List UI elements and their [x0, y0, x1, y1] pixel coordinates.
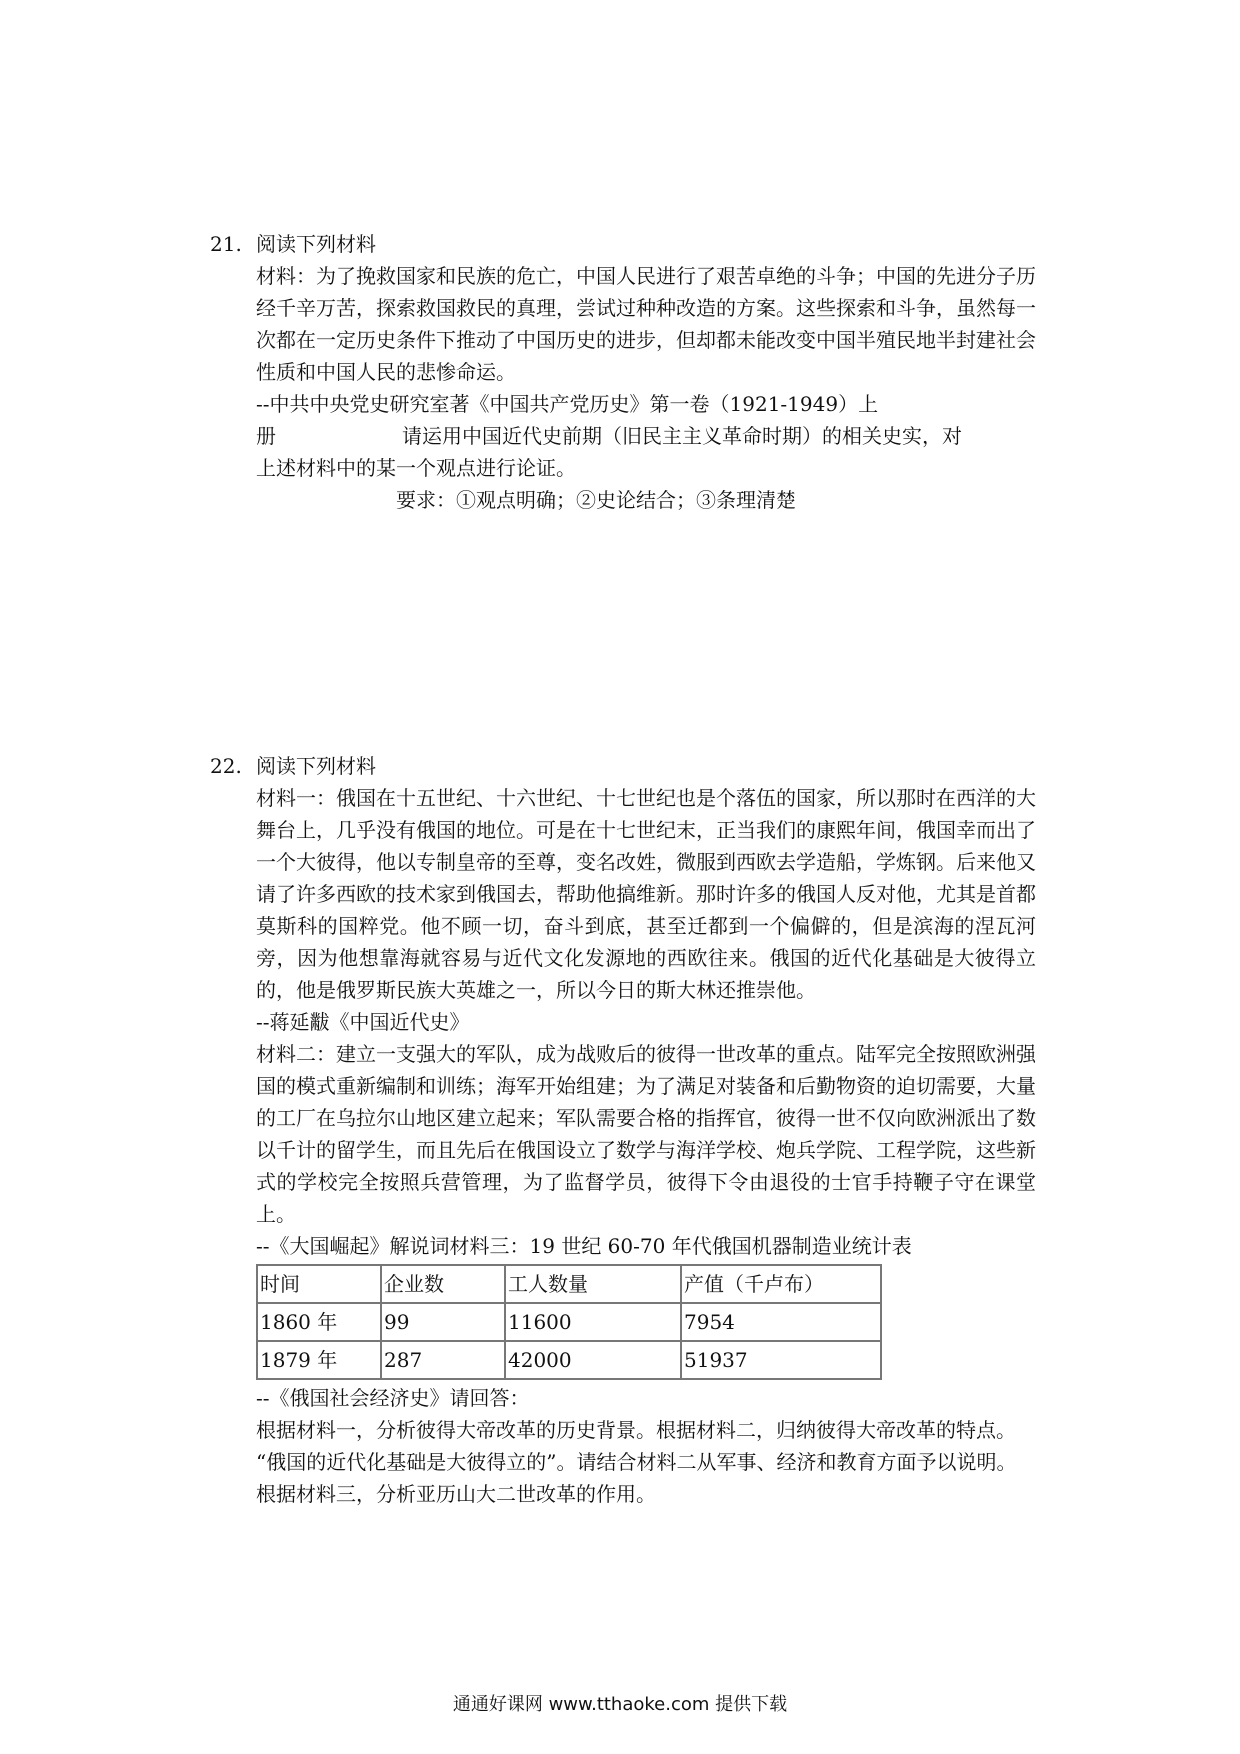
requirement-text: 要求：①观点明确；②史论结合；③条理清楚: [396, 488, 796, 512]
question-body: [256, 228, 1036, 516]
table-cell: 11600: [505, 1303, 681, 1341]
table-header-cell: 产值（千卢布）: [681, 1265, 881, 1303]
source-two-and-material-three: --《大国崛起》解说词材料三：19 世纪 60-70 年代俄国机器制造业统计表: [256, 1234, 912, 1258]
statistics-table: [256, 1264, 882, 1380]
table-header-cell: 企业数: [381, 1265, 505, 1303]
source-citation-cont: 册: [256, 424, 276, 448]
question-22: [210, 750, 1040, 1650]
table-header-cell: 工人数量: [505, 1265, 681, 1303]
table-header-row: [257, 1265, 881, 1303]
table-cell: 99: [381, 1303, 505, 1341]
question-item-1: 根据材料一，分析彼得大帝改革的历史背景。根据材料二，归纳彼得大帝改革的特点。: [256, 1418, 1016, 1442]
source-citation: --中共中央党史研究室著《中国共产党历史》第一卷（1921-1949）上: [256, 392, 879, 416]
source-one: --蒋延黻《中国近代史》: [256, 1010, 470, 1034]
material-text: 材料：为了挽救国家和民族的危亡，中国人民进行了艰苦卓绝的斗争；中国的先进分子历经千辛万苦，探索救国救民的真理，尝试过种种改造的方案。这些探索和斗争，虽然每一次都在一定历史条件下推动了中国历史的进步，但却都未能改变中国半殖民地半封建社会性质和中国人民的悲惨命运。: [256, 264, 1036, 384]
table-cell: 1879 年: [257, 1341, 381, 1379]
question-number: 22.: [210, 754, 242, 778]
page-footer: 通通好课网 www.tthaoke.com 提供下载: [452, 1694, 788, 1715]
material-one: 材料一：俄国在十五世纪、十六世纪、十七世纪也是个落伍的国家，所以那时在西洋的大舞台上，几乎没有俄国的地位。可是在十七世纪末，正当我们的康熙年间，俄国幸而出了一个大彼得，他以专制皇帝的至尊，变名改姓，微服到西欧去学造船，学炼钢。后来他又请了许多西欧的技术家到俄国去，帮助他搞维新。那时许多的俄国人反对他，尤其是首都莫斯科的国粹党。他不顾一切，奋斗到底，甚至迁都到一个偏僻的，但是滨海的涅瓦河旁，因为他想靠海就容易与近代文化发源地的西欧往来。俄国的近代化基础是大彼得立的，他是俄罗斯民族大英雄之一，所以今日的斯大林还推崇他。: [256, 786, 1036, 1002]
table-header-cell: 时间: [257, 1265, 381, 1303]
table-cell: 42000: [505, 1341, 681, 1379]
question-heading: 阅读下列材料: [256, 232, 376, 256]
source-three: --《俄国社会经济史》请回答：: [256, 1386, 530, 1410]
prompt-continuation: 上述材料中的某一个观点进行论证。: [256, 456, 576, 480]
question-21: [210, 228, 1040, 558]
question-body: [256, 750, 1036, 1510]
table-cell: 7954: [681, 1303, 881, 1341]
question-item-3: 根据材料三，分析亚历山大二世改革的作用。: [256, 1482, 656, 1506]
prompt-line: [256, 420, 1036, 452]
table-row: [257, 1341, 881, 1379]
table-cell: 51937: [681, 1341, 881, 1379]
question-heading: 阅读下列材料: [256, 754, 376, 778]
material-two: 材料二：建立一支强大的军队，成为战败后的彼得一世改革的重点。陆军完全按照欧洲强国的模式重新编制和训练；海军开始组建；为了满足对装备和后勤物资的迫切需要，大量的工厂在乌拉尔山地区建立起来；军队需要合格的指挥官，彼得一世不仅向欧洲派出了数以千计的留学生，而且先后在俄国设立了数学与海洋学校、炮兵学院、工程学院，这些新式的学校完全按照兵营管理，为了监督学员，彼得下令由退役的士官手持鞭子守在课堂上。: [256, 1042, 1036, 1226]
table-cell: 1860 年: [257, 1303, 381, 1341]
table-cell: 287: [381, 1341, 505, 1379]
prompt-text: 请运用中国近代史前期（旧民主主义革命时期）的相关史实，对: [402, 424, 962, 448]
question-item-2: “俄国的近代化基础是大彼得立的”。请结合材料二从军事、经济和教育方面予以说明。: [256, 1450, 1017, 1474]
question-number: 21.: [210, 232, 242, 256]
table-row: [257, 1303, 881, 1341]
